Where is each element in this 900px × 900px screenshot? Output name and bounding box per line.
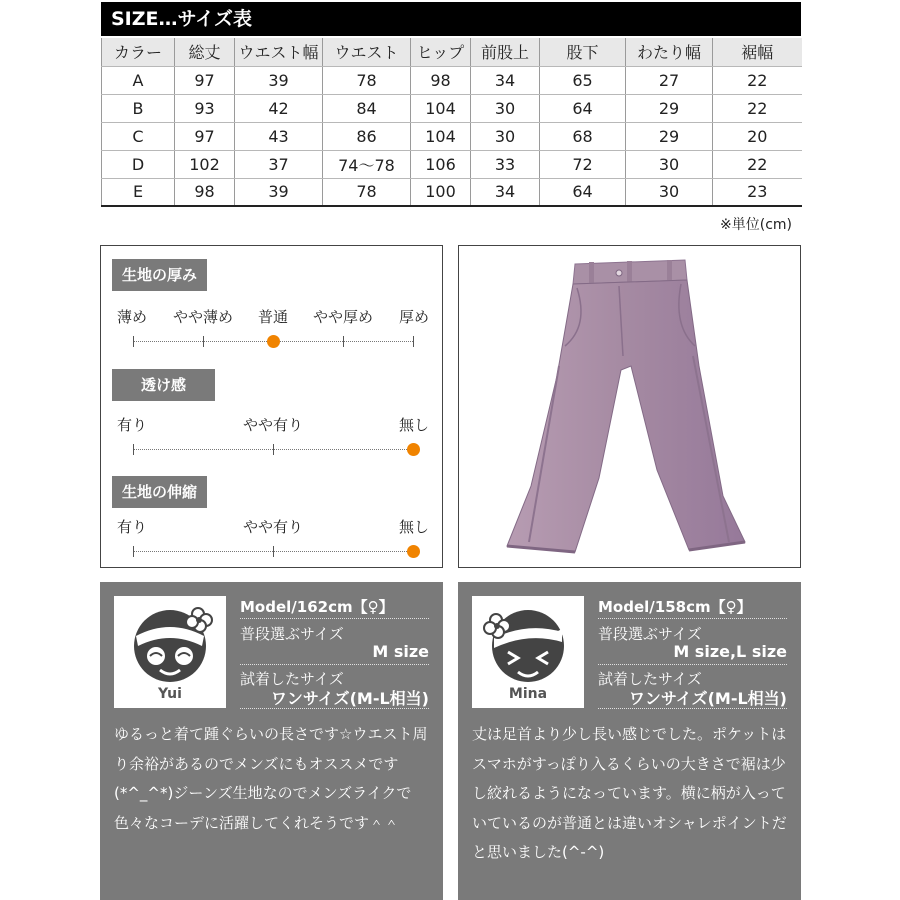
size-value-cell: 30 — [626, 178, 713, 206]
size-value-cell: 29 — [626, 94, 713, 122]
stretch-tag: 生地の伸縮 — [112, 476, 207, 508]
fabric-panel — [100, 245, 443, 568]
model-height: Model/162cm【♀】 — [240, 598, 394, 616]
size-color-cell: A — [102, 66, 175, 94]
size-table-row — [102, 122, 802, 150]
unit-note: ※単位(cm) — [720, 217, 792, 233]
thickness-scale-tick — [203, 336, 204, 347]
thickness-tag: 生地の厚み — [112, 259, 207, 291]
size-table-row — [102, 150, 802, 178]
size-table-header: ウエスト幅 — [235, 38, 323, 66]
size-value-cell: 106 — [411, 150, 471, 178]
sheerness-scale-label: 無し — [399, 416, 430, 434]
size-value-cell: 84 — [323, 94, 411, 122]
size-value-cell: 42 — [235, 94, 323, 122]
model-comment: ゆるっと着て踵ぐらいの長さです☆ウエスト周り余裕があるのでメンズにもオススメです(*^_^*)ジーンズ生地なのでメンズライクで色々なコーデに活躍してくれそうです＾＾ — [114, 725, 428, 832]
sheerness-scale-tick — [273, 444, 274, 455]
size-table-header: 総丈 — [175, 38, 235, 66]
size-chart-title: SIZE…サイズ表 — [101, 2, 801, 36]
size-color-cell: B — [102, 94, 175, 122]
size-color-cell: D — [102, 150, 175, 178]
size-table-header: 前股上 — [471, 38, 540, 66]
avatar — [114, 596, 226, 708]
thickness-scale-label: 薄め — [117, 308, 148, 326]
size-table-header: 股下 — [540, 38, 626, 66]
size-table-header-row — [102, 38, 802, 66]
size-value-cell: 22 — [713, 94, 802, 122]
divider — [598, 618, 787, 619]
size-value-cell: 30 — [626, 150, 713, 178]
size-value-cell: 43 — [235, 122, 323, 150]
model-name: Yui — [158, 686, 182, 702]
thickness-scale-tick — [413, 336, 414, 347]
thickness-scale-tick — [343, 336, 344, 347]
divider — [240, 618, 429, 619]
size-table-header: わたり幅 — [626, 38, 713, 66]
usual-size-value: M size — [372, 642, 429, 661]
size-value-cell: 104 — [411, 122, 471, 150]
usual-size-value: M size,L size — [673, 642, 787, 661]
thickness-scale-label: やや薄め — [173, 308, 234, 326]
sheerness-scale-label: 有り — [117, 416, 148, 434]
size-table-header: ウエスト — [323, 38, 411, 66]
stretch-scale-label: 有り — [117, 518, 148, 536]
tried-size-value: ワンサイズ(M-L相当) — [628, 689, 787, 708]
size-value-cell: 20 — [713, 122, 802, 150]
sheerness-scale-tick — [133, 444, 134, 455]
size-value-cell: 30 — [471, 94, 540, 122]
stretch-scale-tick — [273, 546, 274, 557]
size-value-cell: 64 — [540, 94, 626, 122]
size-value-cell: 104 — [411, 94, 471, 122]
thickness-selected-dot — [267, 335, 280, 348]
size-value-cell: 102 — [175, 150, 235, 178]
size-value-cell: 23 — [713, 178, 802, 206]
sheerness-selected-dot — [407, 443, 420, 456]
size-value-cell: 98 — [175, 178, 235, 206]
stretch-scale-tick — [133, 546, 134, 557]
thickness-scale-tick — [133, 336, 134, 347]
size-table-row — [102, 66, 802, 94]
pants-illustration — [459, 246, 800, 567]
size-value-cell: 22 — [713, 150, 802, 178]
size-value-cell: 39 — [235, 178, 323, 206]
stretch-scale-label: 無し — [399, 518, 430, 536]
size-value-cell: 78 — [323, 178, 411, 206]
divider — [240, 664, 429, 665]
model-comment: 丈は足首より少し長い感じでした。ポケットはスマホがすっぽり入るくらいの大きさで裾は少し絞れるようになっています。横に柄が入っていているのが普通とは違いオシャレポイントだと思いました(^-^) — [472, 725, 787, 861]
size-table-header: カラー — [102, 38, 175, 66]
size-value-cell: 68 — [540, 122, 626, 150]
sheerness-tag: 透け感 — [112, 369, 215, 401]
size-value-cell: 93 — [175, 94, 235, 122]
size-value-cell: 30 — [471, 122, 540, 150]
size-value-cell: 34 — [471, 66, 540, 94]
size-value-cell: 65 — [540, 66, 626, 94]
size-value-cell: 72 — [540, 150, 626, 178]
model-name: Mina — [508, 686, 548, 702]
size-value-cell: 97 — [175, 122, 235, 150]
size-value-cell: 97 — [175, 66, 235, 94]
stretch-scale-label: やや有り — [243, 518, 304, 536]
usual-size-label: 普段選ぶサイズ — [240, 625, 344, 643]
size-table-row — [102, 94, 802, 122]
tried-size-label: 試着したサイズ — [240, 670, 344, 688]
stretch-selected-dot — [407, 545, 420, 558]
size-value-cell: 86 — [323, 122, 411, 150]
divider — [598, 664, 787, 665]
size-value-cell: 39 — [235, 66, 323, 94]
product-photo — [458, 245, 801, 568]
size-table-header: ヒップ — [411, 38, 471, 66]
size-value-cell: 34 — [471, 178, 540, 206]
size-value-cell: 100 — [411, 178, 471, 206]
size-value-cell: 74〜78 — [323, 150, 411, 178]
thickness-scale-label: やや厚め — [313, 308, 374, 326]
size-color-cell: E — [102, 178, 175, 206]
size-table-row — [102, 178, 802, 206]
size-value-cell: 33 — [471, 150, 540, 178]
size-value-cell: 37 — [235, 150, 323, 178]
avatar — [472, 596, 584, 708]
size-value-cell: 27 — [626, 66, 713, 94]
model-height: Model/158cm【♀】 — [598, 598, 752, 616]
size-table-header: 裾幅 — [713, 38, 802, 66]
size-value-cell: 64 — [540, 178, 626, 206]
model-panel-mina — [458, 582, 801, 900]
model-panel-yui — [100, 582, 443, 900]
tried-size-value: ワンサイズ(M-L相当) — [270, 689, 429, 708]
tried-size-label: 試着したサイズ — [598, 670, 702, 688]
size-value-cell: 78 — [323, 66, 411, 94]
size-table — [101, 38, 802, 207]
sheerness-scale-label: やや有り — [243, 416, 304, 434]
usual-size-label: 普段選ぶサイズ — [598, 625, 702, 643]
thickness-scale-label: 普通 — [258, 308, 289, 326]
size-color-cell: C — [102, 122, 175, 150]
divider — [598, 708, 787, 709]
thickness-scale-label: 厚め — [399, 308, 430, 326]
size-value-cell: 29 — [626, 122, 713, 150]
divider — [240, 708, 429, 709]
size-value-cell: 22 — [713, 66, 802, 94]
size-value-cell: 98 — [411, 66, 471, 94]
